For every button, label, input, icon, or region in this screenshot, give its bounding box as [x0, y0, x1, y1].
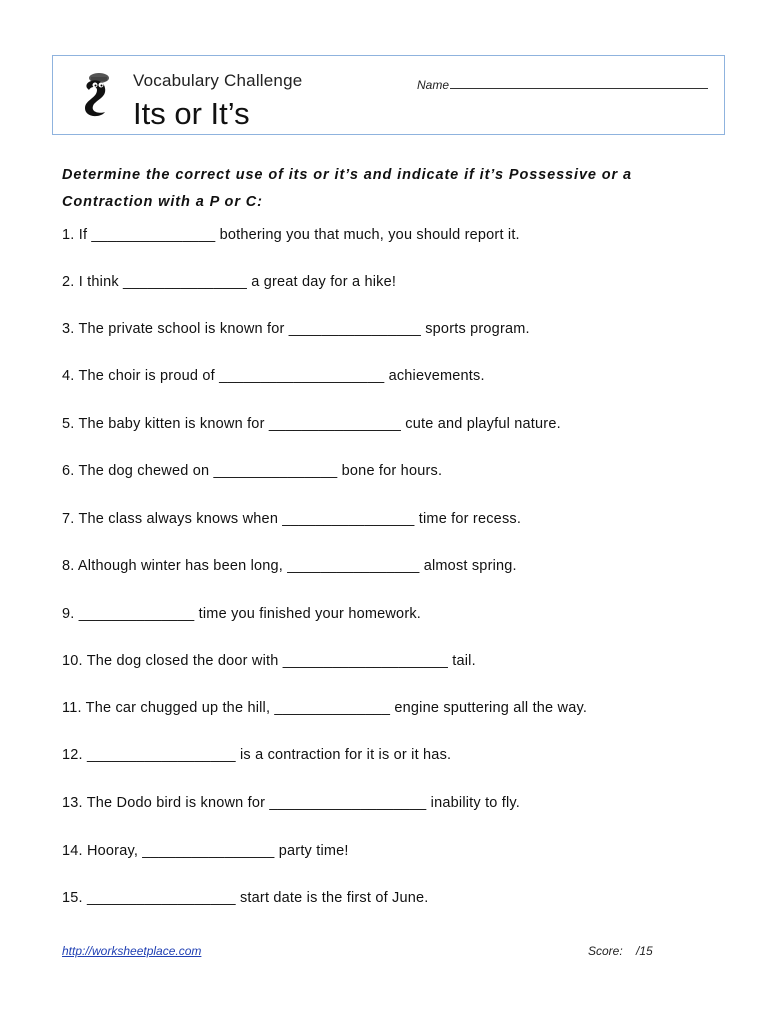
question-15: 15. __________________ start date is the first of June. — [62, 890, 429, 906]
name-line[interactable] — [450, 78, 708, 89]
question-4: 4. The choir is proud of ____________________ achievements. — [62, 368, 485, 384]
question-5: 5. The baby kitten is known for ________________ cute and playful nature. — [62, 416, 561, 432]
question-10: 10. The dog closed the door with ____________________ tail. — [62, 653, 476, 669]
question-7: 7. The class always knows when ________________ time for recess. — [62, 511, 522, 527]
question-12: 12. __________________ is a contraction for it is or it has. — [62, 747, 452, 763]
question-6: 6. The dog chewed on _______________ bone for hours. — [62, 463, 443, 479]
question-13: 13. The Dodo bird is known for ___________________ inability to fly. — [62, 795, 521, 811]
question-14: 14. Hooray, ________________ party time! — [62, 843, 349, 859]
question-2: 2. I think _______________ a great day for a hike! — [62, 274, 397, 290]
worm-mascot-icon — [77, 70, 113, 118]
name-label: Name — [417, 78, 450, 92]
question-11: 11. The car chugged up the hill, ______________ engine sputtering all the way. — [62, 700, 588, 716]
worksheet-subtitle: Vocabulary Challenge — [133, 71, 303, 90]
question-3: 3. The private school is known for ________________ sports program. — [62, 321, 530, 337]
instructions: Determine the correct use of its or it’s and indicate if it’s Possessive or a Contraction with a P or C: — [62, 167, 632, 210]
question-9: 9. ______________ time you finished your homework. — [62, 606, 422, 622]
question-8: 8. Although winter has been long, ________________ almost spring. — [62, 558, 517, 574]
worksheet-title: Its or It’s — [133, 96, 250, 131]
name-field[interactable] — [417, 78, 708, 92]
header-box — [52, 55, 725, 135]
score-field: Score: /15 — [588, 944, 653, 958]
worksheetplace-link[interactable]: http://worksheetplace.com — [62, 944, 202, 958]
question-1: 1. If _______________ bothering you that much, you should report it. — [62, 227, 520, 243]
